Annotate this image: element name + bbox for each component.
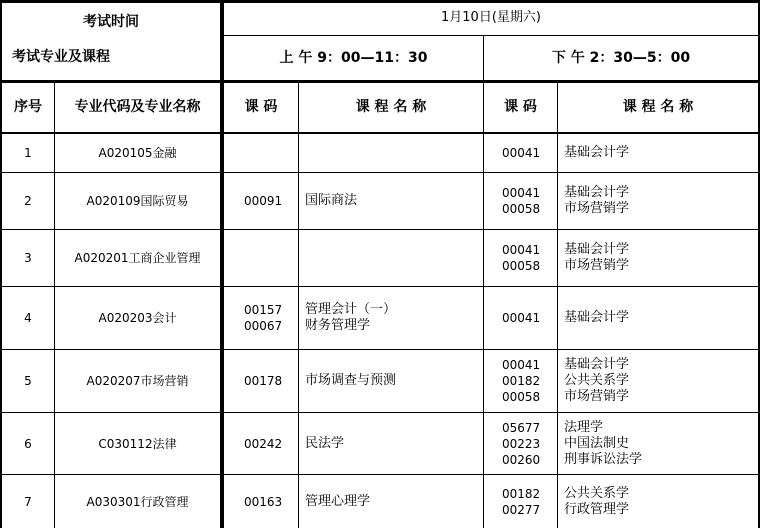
course-code: 00182: [502, 374, 541, 388]
row-divider: [0, 286, 760, 287]
row-major: A020207市场营销: [86, 374, 189, 388]
am-course-names: [305, 494, 370, 510]
course-code: 00242: [244, 436, 283, 451]
course-code: 00223: [502, 436, 541, 451]
course-code: 00058: [502, 259, 541, 273]
row-major: A020203会计: [98, 311, 177, 325]
row-divider: [0, 229, 760, 230]
row-divider: [0, 474, 760, 475]
course-code: 00157: [244, 303, 283, 317]
pm-course-codes: [502, 310, 540, 326]
course-name: 民法学: [305, 435, 345, 451]
divider-header: [0, 80, 760, 83]
course-code: 00041: [502, 311, 541, 325]
pm-course-names: [564, 310, 629, 326]
pm-course-names: [564, 185, 629, 217]
row-seq: 2: [24, 194, 32, 208]
course-name: 基础会计学: [564, 310, 630, 325]
course-name: 基础会计学: [564, 145, 630, 160]
course-code: 00041: [502, 243, 541, 257]
course-name: 管理会计（一）: [305, 302, 397, 317]
pm-course-codes: [502, 357, 540, 405]
course-code: 00163: [244, 494, 283, 509]
am-course-names: [305, 302, 396, 334]
col-header-am-code: 课 码: [244, 99, 278, 115]
row-major: C030112法律: [98, 436, 177, 451]
course-name: 法理学: [564, 419, 604, 435]
pm-course-names: [564, 242, 629, 274]
am-course-codes: [244, 436, 282, 452]
col-divider-thick: [220, 0, 224, 528]
course-code: 00041: [502, 186, 541, 200]
col-divider: [557, 82, 558, 528]
course-code: 00091: [244, 194, 283, 208]
am-course-codes: [244, 302, 282, 334]
morning-session: 上 午 9：00—11：30: [279, 50, 428, 66]
row-seq: 1: [24, 146, 32, 160]
afternoon-session: 下 午 2：30—5：00: [551, 50, 691, 66]
pm-course-codes: [502, 185, 540, 217]
pm-course-names: [564, 357, 629, 405]
course-name: 市场营销学: [564, 389, 630, 404]
am-course-codes: [244, 494, 282, 510]
row-seq: 7: [24, 494, 32, 509]
course-name: 市场营销学: [564, 201, 630, 216]
exam-date: 1月10日(星期六): [441, 10, 541, 25]
row-divider: [0, 349, 760, 350]
course-name: 公共关系学: [564, 373, 630, 388]
pm-course-names: [564, 420, 642, 468]
col-header-am-name: 课 程 名 称: [355, 99, 427, 115]
row-divider: [0, 412, 760, 413]
course-name: 中国法制史: [564, 435, 630, 451]
col-divider: [298, 82, 299, 528]
row-seq: 5: [24, 374, 32, 388]
pm-course-names: [564, 486, 629, 518]
course-name: 管理心理学: [305, 493, 371, 509]
course-code: 00277: [502, 502, 541, 517]
pm-course-codes: [502, 145, 540, 161]
row-seq: 4: [24, 311, 32, 325]
exam-time-label: 考试时间: [83, 14, 139, 30]
course-code: 00058: [502, 202, 541, 216]
course-name: 基础会计学: [564, 242, 630, 257]
course-code: 00260: [502, 452, 541, 467]
am-course-names: [305, 373, 396, 389]
am-course-codes: [244, 373, 282, 389]
pm-course-codes: [502, 486, 540, 518]
course-name: 刑事诉讼法学: [564, 451, 643, 467]
course-name: 国际商法: [305, 193, 358, 208]
course-code: 00182: [502, 486, 541, 501]
course-name: 基础会计学: [564, 357, 630, 372]
divider-date: [223, 35, 760, 36]
course-name: 行政管理学: [564, 501, 630, 517]
pm-course-codes: [502, 420, 540, 468]
course-name: 公共关系学: [564, 485, 630, 501]
course-code: 00178: [244, 374, 283, 388]
col-header-pm-name: 课 程 名 称: [622, 99, 694, 115]
course-code: 00058: [502, 390, 541, 404]
course-code: 05677: [502, 420, 541, 435]
col-header-seq: 序号: [14, 99, 42, 115]
course-name: 基础会计学: [564, 185, 630, 200]
am-course-names: [305, 436, 344, 452]
row-seq: 6: [24, 436, 32, 451]
divider-columns: [0, 132, 760, 134]
col-header-major: 专业代码及专业名称: [74, 99, 201, 115]
pm-course-codes: [502, 242, 540, 274]
row-major: A030301行政管理: [86, 494, 189, 509]
major-course-label: 考试专业及课程: [12, 49, 110, 65]
row-major: A020201工商企业管理: [74, 251, 201, 265]
row-divider: [0, 172, 760, 173]
am-course-names: [305, 193, 357, 209]
pm-course-names: [564, 145, 629, 161]
row-seq: 3: [24, 251, 32, 265]
course-name: 市场营销学: [564, 258, 630, 273]
course-code: 00041: [502, 358, 541, 372]
am-course-codes: [244, 193, 282, 209]
course-name: 市场调查与预测: [305, 373, 397, 388]
course-code: 00067: [244, 319, 283, 333]
table-top-border: [0, 0, 760, 3]
course-code: 00041: [502, 146, 541, 160]
course-name: 财务管理学: [305, 318, 371, 333]
row-major: A020105金融: [98, 146, 177, 160]
row-major: A020109国际贸易: [86, 194, 189, 208]
col-header-pm-code: 课 码: [504, 99, 537, 115]
